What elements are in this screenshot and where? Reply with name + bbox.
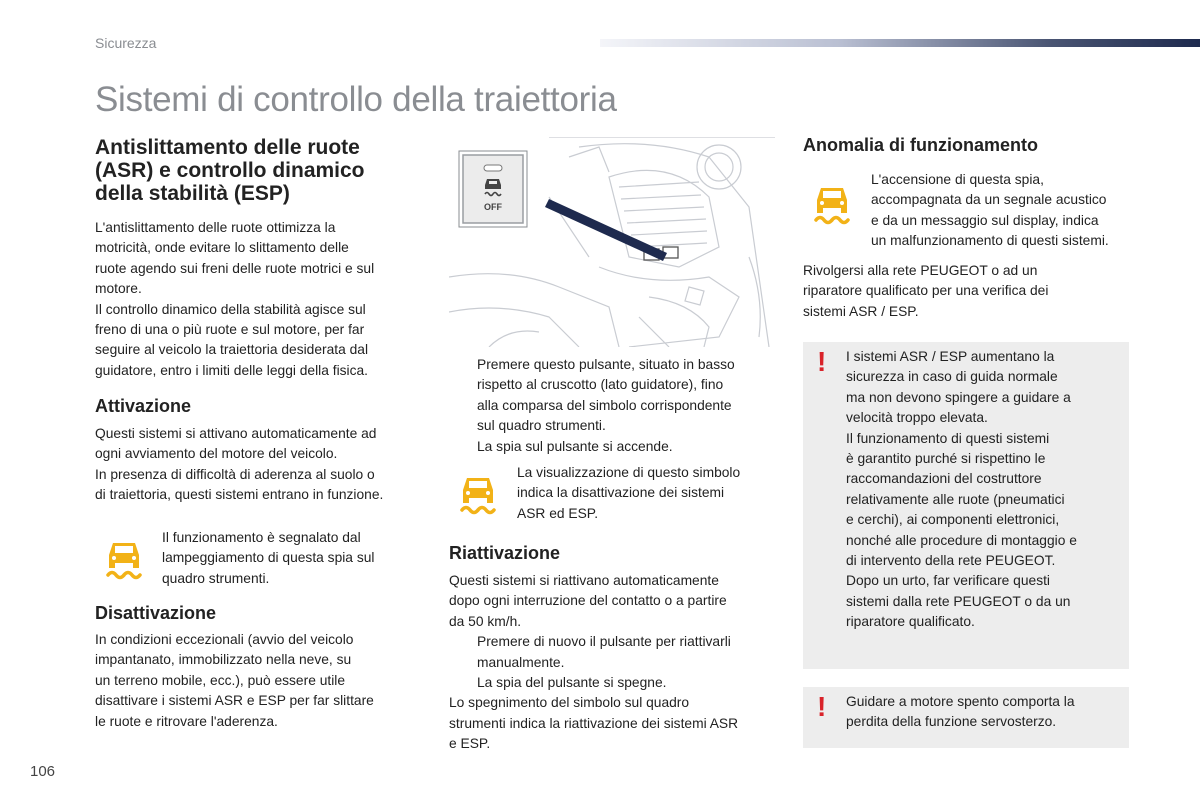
text-line: Lo spegnimento del simbolo sul quadro — [449, 695, 690, 711]
heading-line: Antislittamento delle ruote — [95, 136, 360, 159]
text-line: La visualizzazione di questo simbolo — [517, 465, 741, 480]
bullet-item — [449, 632, 779, 652]
text-line: La spia sul pulsante si accende. — [477, 438, 673, 454]
text-line: accompagnata da un segnale acustico — [871, 192, 1107, 208]
text-line: guidatore, entro i limiti delle leggi della fisica. — [95, 362, 369, 378]
text-line: nonché alle procedure di montaggio e — [846, 532, 1077, 548]
text-line: strumenti indica la riattivazione dei sistemi ASR — [449, 715, 739, 731]
traction-lamp-icon — [104, 539, 144, 581]
text-line: In presenza di difficoltà di aderenza al suolo o — [95, 466, 375, 482]
text-line: quadro strumenti. — [162, 570, 270, 586]
text-line: Dopo un urto, far verificare questi — [846, 573, 1050, 589]
text-line: sistemi dalla rete PEUGEOT o da un — [846, 593, 1071, 609]
header-gradient-bar — [600, 39, 1200, 47]
text-line: ma non devono spingere a guidare a — [846, 389, 1071, 405]
text-line: ogni avviamento del motore del veicolo. — [95, 446, 338, 462]
text-line: riparatore qualificato. — [846, 614, 975, 630]
text-line: manualmente. — [477, 654, 565, 670]
deactivation-heading: Disattivazione — [95, 603, 217, 623]
text-line: motricità, onde evitare lo slittamento delle — [95, 240, 349, 256]
text-line: un malfunzionamento di questi sistemi. — [871, 233, 1109, 249]
activation-heading: Attivazione — [95, 396, 192, 416]
text-line: Il funzionamento di questi sistemi — [846, 430, 1050, 446]
anomaly-heading: Anomalia di funzionamento — [803, 135, 1039, 155]
text-line: e ESP. — [449, 736, 491, 752]
text-line: le ruote e ritrovare l'aderenza. — [95, 713, 278, 729]
dashboard-illustration — [449, 137, 775, 347]
symbol-note — [517, 463, 779, 524]
anomaly-note — [871, 170, 1141, 252]
text-line: Il funzionamento è segnalato dal — [162, 530, 361, 545]
text-line: è garantito purché si rispettino le — [846, 451, 1046, 467]
text-line: L'accensione di questa spia, — [871, 172, 1044, 187]
text-line: La spia del pulsante si spegne. — [477, 675, 667, 691]
text-line: freno di una o più ruote e sul motore, per far — [95, 322, 365, 338]
text-line: perdita della funzione servosterzo. — [846, 714, 1057, 730]
text-line: da 50 km/h. — [449, 613, 522, 629]
text-line: In condizioni eccezionali (avvio del veicolo — [95, 632, 354, 647]
reactivation-paragraph — [449, 571, 779, 755]
text-line: impantanato, immobilizzato nella neve, su — [95, 652, 352, 668]
text-line: ASR ed ESP. — [517, 505, 599, 521]
warning-box-safety — [803, 342, 1129, 669]
text-line: sistemi ASR / ESP. — [803, 303, 919, 319]
text-line: disattivare i sistemi ASR e ESP per far slittare — [95, 693, 374, 709]
warning-exclamation-icon: ! — [817, 691, 827, 722]
heading-line: (ASR) e controllo dinamico — [95, 159, 365, 182]
text-line: velocità troppo elevata. — [846, 410, 988, 426]
text-line: relativamente alle ruote (pneumatici — [846, 491, 1065, 507]
traction-lamp-icon — [458, 474, 498, 516]
intro-paragraph — [95, 218, 420, 381]
warning-box-steering — [803, 687, 1129, 748]
text-line: motore. — [95, 281, 142, 297]
text-line: indica la disattivazione dei sistemi — [517, 485, 725, 501]
text-line: Questi sistemi si riattivano automaticamente — [449, 573, 719, 588]
bullet-item — [449, 355, 779, 375]
text-line: e da un messaggio sul display, indica — [871, 212, 1099, 228]
heading-line: della stabilità (ESP) — [95, 182, 290, 205]
text-line: un terreno mobile, ecc.), può essere utile — [95, 672, 346, 688]
activation-paragraph — [95, 424, 420, 506]
text-line: sul quadro strumenti. — [477, 418, 606, 434]
text-line: Premere questo pulsante, situato in basso — [477, 357, 735, 372]
text-line: dopo ogni interruzione del contatto o a partire — [449, 593, 727, 609]
text-line: I sistemi ASR / ESP aumentano la — [846, 349, 1055, 364]
text-line: di intervento della rete PEUGEOT. — [846, 553, 1056, 569]
text-line: L'antislittamento delle ruote ottimizza la — [95, 220, 336, 235]
traction-lamp-icon — [812, 184, 852, 226]
activation-note — [162, 528, 422, 589]
text-line: Guidare a motore spento comporta la — [846, 694, 1075, 709]
text-line: Premere di nuovo il pulsante per riattivarli — [477, 634, 731, 650]
warning-exclamation-icon: ! — [817, 346, 827, 377]
contact-paragraph — [803, 261, 1133, 322]
text-line: raccomandazioni del costruttore — [846, 471, 1042, 487]
page-number: 106 — [30, 763, 56, 780]
section-label: Sicurezza — [95, 35, 157, 51]
warning-text — [846, 347, 1126, 633]
text-line: sicurezza in caso di guida normale — [846, 369, 1058, 385]
text-line: rispetto al cruscotto (lato guidatore), fino — [477, 377, 724, 393]
text-line: lampeggiamento di questa spia sul — [162, 550, 375, 566]
deactivation-paragraph — [95, 630, 420, 732]
text-line: Il controllo dinamico della stabilità agisce sul — [95, 301, 366, 317]
text-line: e cerchi), ai componenti elettronici, — [846, 512, 1060, 528]
text-line: ruote agendo sui freni delle ruote motrici e sul — [95, 260, 375, 276]
press-instructions — [449, 355, 779, 457]
warning-text — [846, 692, 1126, 733]
page-title: Sistemi di controllo della traiettoria — [95, 80, 617, 119]
reactivation-heading: Riattivazione — [449, 543, 561, 563]
text-line: seguire al veicolo la traiettoria desiderata dal — [95, 342, 369, 358]
text-line: riparatore qualificato per una verifica dei — [803, 283, 1049, 299]
text-line: Questi sistemi si attivano automaticamente ad — [95, 426, 377, 441]
text-line: di traiettoria, questi sistemi entrano in funzione. — [95, 487, 384, 503]
off-label: OFF — [484, 202, 502, 212]
text-line: Rivolgersi alla rete PEUGEOT o ad un — [803, 263, 1038, 278]
text-line: alla comparsa del simbolo corrispondente — [477, 397, 732, 413]
main-heading — [95, 136, 425, 205]
